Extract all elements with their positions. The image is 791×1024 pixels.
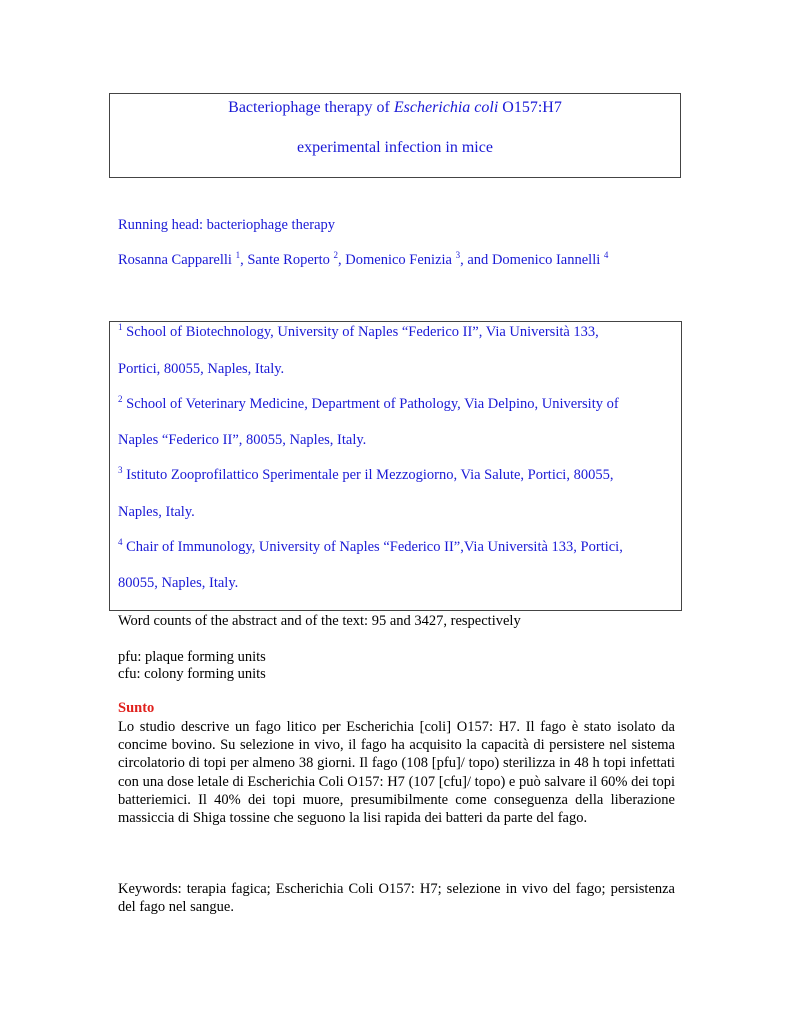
author-affiliation-mark: 4 [603,250,609,261]
affiliation-4 [118,539,623,556]
affiliation-3-cont: Naples, Italy. [118,504,195,520]
affiliation-2-cont: Naples “Federico II”, 80055, Naples, Italy. [118,432,367,448]
affiliation-3 [118,467,613,484]
author-name: Sante Roperto [247,252,334,268]
paper-title-line-2: experimental infection in mice [297,139,493,156]
author-name: Rosanna Capparelli [118,252,236,268]
author-affiliation-mark: 1 [235,250,241,261]
author-name: Domenico Iannelli [491,252,604,268]
affiliation-2 [118,396,619,413]
sunto-body: Lo studio descrive un fago litico per Escherichia [coli] O157: H7. Il fago è stato isolato da concime bovino. Su selezione in vivo, il fago ha acquisito la capacità di persistere nel sistema circolatorio di topi per almeno 38 giorni. Il fago (108 [pfu]/ topo) sterilizza in 48 h topi infettati con una dose letale di Escherichia Coli O157: H7 (107 [cfu]/ topo) e può salvare il 60% dei topi batteriemici. Il 40% dei topi muore, presumibilmente come conseguenza della liberazione massiccia di Shiga tossine che seguono la lisi rapida dei batteri da parte del fago. [118,719,675,827]
title-prefix: Bacteriophage therapy of [228,99,394,116]
affiliation-4-cont: 80055, Naples, Italy. [118,575,239,591]
affiliation-mark: 4 [118,537,123,548]
word-counts: Word counts of the abstract and of the text: 95 and 3427, respectively [118,613,521,629]
affiliation-text: School of Biotechnology, University of Naples “Federico II”, Via Università 133, [122,324,599,340]
affiliation-text: School of Veterinary Medicine, Department of Pathology, Via Delpino, University of [122,396,619,412]
author-separator: , [338,252,346,268]
affiliation-1 [118,324,599,341]
author-affiliation-mark: 3 [455,250,461,261]
title-species: Escherichia coli [393,99,499,116]
author-separator: , and [460,252,492,268]
author-separator: , [240,252,248,268]
abbreviation-cfu: cfu: colony forming units [118,666,266,682]
paper-title-line-1 [109,99,681,117]
affiliation-mark: 3 [118,465,123,476]
author-list [118,252,608,269]
title-suffix: O157:H7 [498,99,562,116]
affiliation-text: Istituto Zooprofilattico Sperimentale per il Mezzogiorno, Via Salute, Portici, 80055, [122,467,614,483]
affiliation-mark: 2 [118,394,123,405]
author-affiliation-mark: 2 [333,250,339,261]
affiliation-mark: 1 [118,322,123,333]
abbreviation-pfu: pfu: plaque forming units [118,649,266,665]
running-head: Running head: bacteriophage therapy [118,217,336,233]
affiliation-1-cont: Portici, 80055, Naples, Italy. [118,361,285,377]
keywords: Keywords: terapia fagica; Escherichia Coli O157: H7; selezione in vivo del fago; persistenza del fago nel sangue. [118,881,675,916]
affiliation-text: Chair of Immunology, University of Naples “Federico II”,Via Università 133, Portici, [122,539,623,555]
sunto-heading: Sunto [118,700,155,716]
author-name: Domenico Fenizia [345,252,456,268]
